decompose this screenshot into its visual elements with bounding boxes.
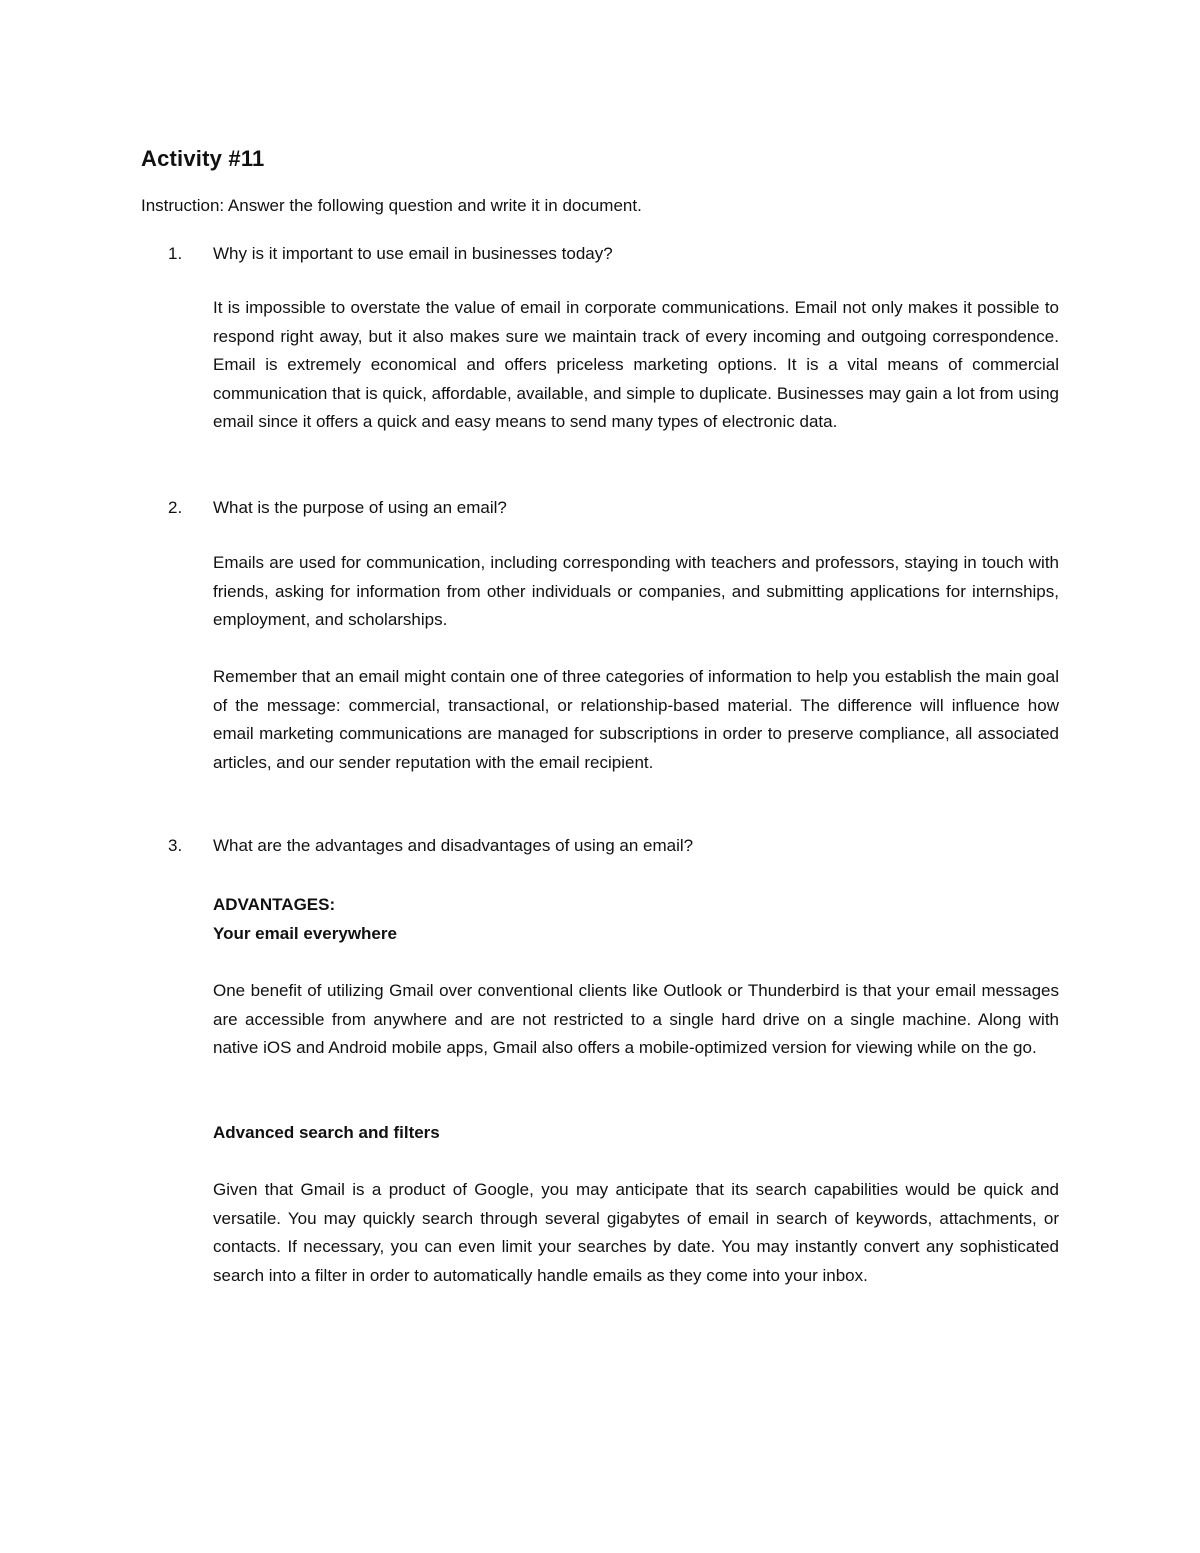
instruction-text: Instruction: Answer the following question and write it in document. [141, 196, 642, 215]
advantages-heading: ADVANTAGES: [213, 895, 336, 914]
subsection-body: One benefit of utilizing Gmail over conventional clients like Outlook or Thunderbird is that your email messages are accessible from anywhere and are not restricted to a single hard drive on a single machine. Along with native iOS and Android mobile apps, Gmail also offers a mobile-optimized version for viewing while on the go. [213, 981, 1059, 1058]
answer-paragraph: Emails are used for communication, including corresponding with teachers and professors, staying in touch with friends, asking for information from other individuals or companies, and submitting applications for internships, employment, and scholarships. [213, 553, 1059, 630]
question-text: Why is it important to use email in businesses today? [213, 244, 613, 263]
subsection-heading: Your email everywhere [213, 924, 397, 943]
question-text: What is the purpose of using an email? [213, 498, 507, 517]
answer-paragraph: Remember that an email might contain one of three categories of information to help you establish the main goal of the message: commercial, transactional, or relationship-based material. The difference will influence how email marketing communications are managed for subscriptions in order to preserve compliance, all associated articles, and our sender reputation with the email recipient. [213, 667, 1059, 772]
question-number: 3. [168, 836, 183, 855]
subsection-body: Given that Gmail is a product of Google, you may anticipate that its search capabilities would be quick and versatile. You may quickly search through several gigabytes of email in search of keywords, attachments, or contacts. If necessary, you can even limit your searches by date. You may instantly convert any sophisticated search into a filter in order to automatically handle emails as they come into your inbox. [213, 1180, 1059, 1285]
question-number: 2. [168, 498, 183, 517]
question-text: What are the advantages and disadvantages of using an email? [213, 836, 694, 855]
document-title: Activity #11 [141, 146, 265, 171]
answer-paragraph: It is impossible to overstate the value of email in corporate communications. Email not only makes it possible to respond right away, but it also makes sure we maintain track of every incoming and outgoing correspondence. Email is extremely economical and offers priceless marketing options. It is a vital means of commercial communication that is quick, affordable, available, and simple to duplicate. Businesses may gain a lot from using email since it offers a quick and easy means to send many types of electronic data. [213, 298, 1059, 432]
question-number: 1. [168, 244, 183, 263]
subsection-heading: Advanced search and filters [213, 1123, 440, 1142]
